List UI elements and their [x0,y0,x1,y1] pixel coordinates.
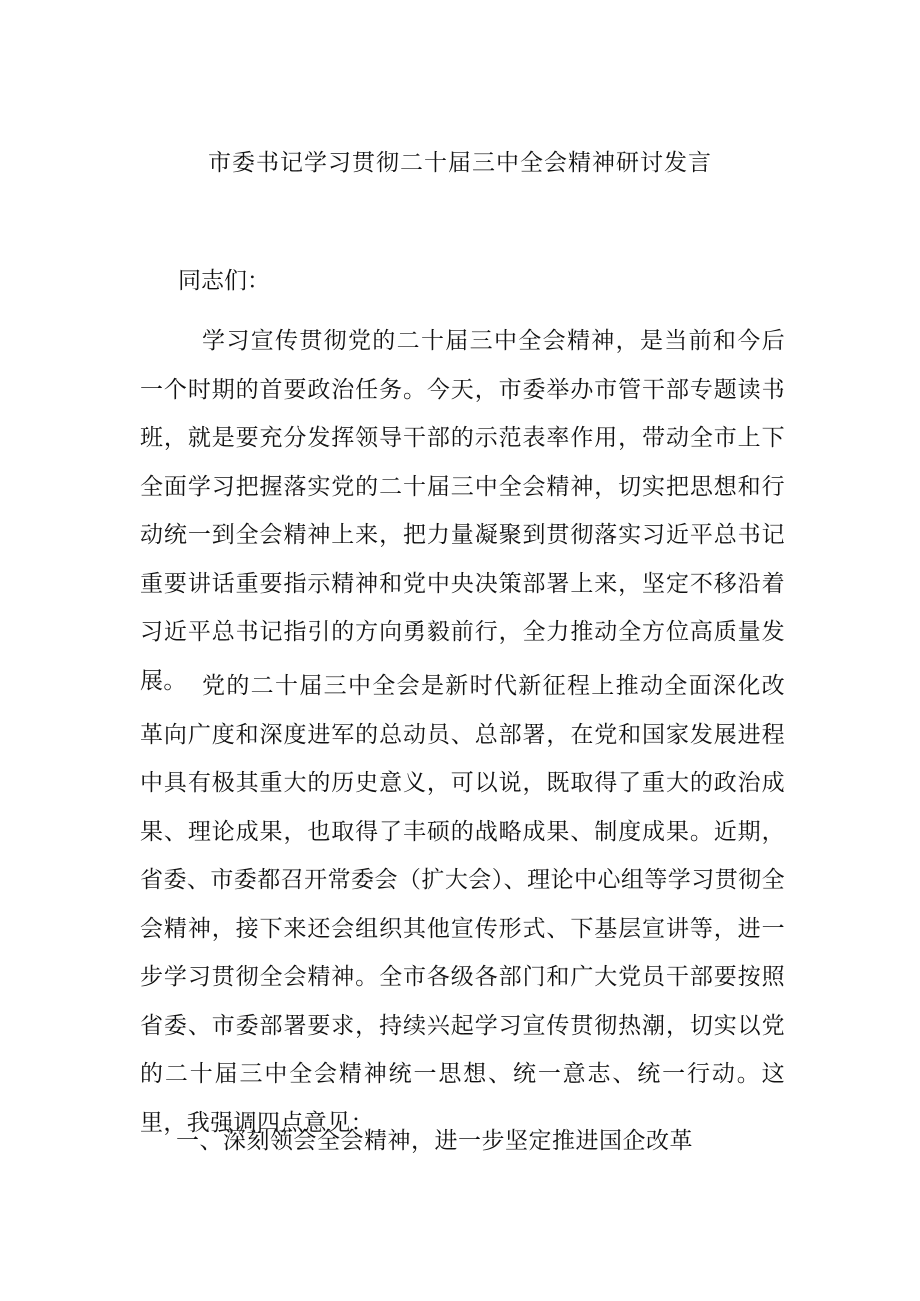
greeting: 同志们： [178,268,270,294]
paragraph-1: 学习宣传贯彻党的二十届三中全会精神，是当前和今后一个时期的首要政治任务。今天，市委举办市管干部专题读书班，就是要充分发挥领导干部的示范表率作用，带动全市上下全面学习把握落实党的二十届三中全会精神，切实把思想和行动统一到全会精神上来，把力量凝聚到贯彻落实习近平总书记重要讲话重要指示精神和党中央决策部署上来，坚定不移沿着习近平总书记指引的方向勇毅前行，全力推动全方位高质量发展。 [140,328,785,694]
document-title: 市委书记学习贯彻二十届三中全会精神研讨发言 [208,150,712,176]
paragraph-2: 党的二十届三中全会是新时代新征程上推动全面深化改革向广度和深度进军的总动员、总部署，在党和国家发展进程中具有极其重大的历史意义，可以说，既取得了重大的政治成果、理论成果，也取得了丰硕的战略成果、制度成果。近期，省委、市委都召开常委会（扩大会）、理论中心组等学习贯彻全会精神，接下来还会组织其他宣传形式、下基层宣讲等，进一步学习贯彻全会精神。全市各级各部门和广大党员干部要按照省委、市委部署要求，持续兴起学习宣传贯彻热潮，切实以党的二十届三中全会精神统一思想、统一意志、统一行动。这里，我强调四点意见： [140,673,785,1136]
section-heading: 一、深刻领会全会精神，进一步坚定推进国企改革 [176,1128,693,1154]
